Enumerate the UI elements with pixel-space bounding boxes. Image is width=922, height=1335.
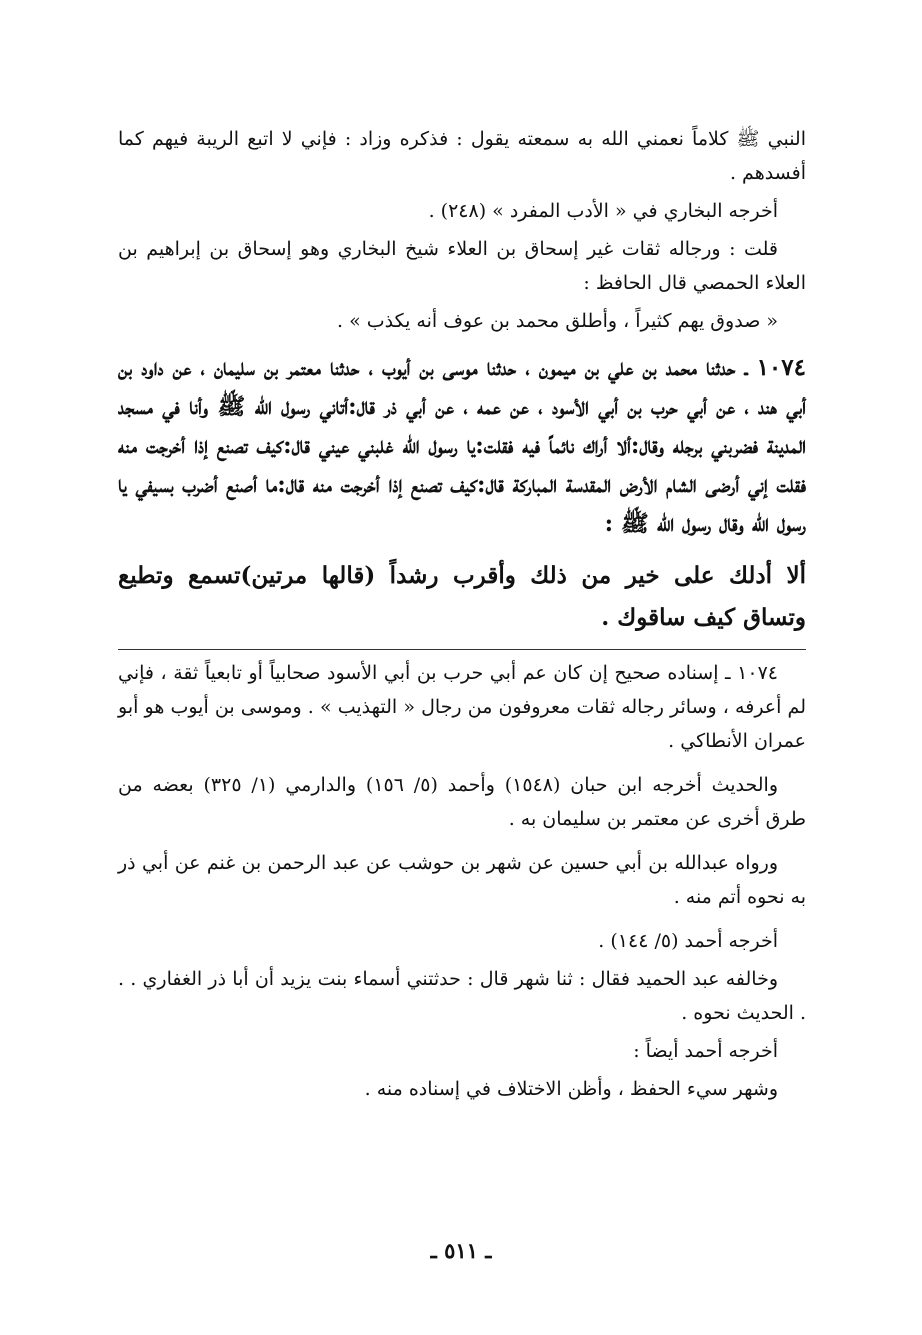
note-paragraph: ١٠٧٤ ـ إسناده صحيح إن كان عم أبي حرب بن أبي الأسود صحابياً أو تابعياً ثقة ، فإني لم أعرفه ، وسائر رجاله ثقات معروفون من رجال « التهذيب » . وموسى بن أيوب هو أبو عمران الأنطاكي . xyxy=(118,662,806,752)
note-paragraph: والحديث أخرجه ابن حبان (١٥٤٨) وأحمد (٥/ ١٥٦) والدارمي (١/ ٣٢٥) بعضه من طرق أخرى عن معتمر بن سليمان به . xyxy=(118,774,806,830)
note-paragraph: أخرجه أحمد أيضاً : xyxy=(633,1040,778,1062)
page-number: ـ ٥١١ ـ xyxy=(430,1238,492,1263)
section-divider xyxy=(118,649,806,650)
page-body xyxy=(118,122,806,1106)
text-paragraph: النبي ﷺ كلاماً نعمني الله به سمعته يقول : فذكره وزاد : فإني لا اتبع الريبة فيهم كما أفسدهم . xyxy=(118,128,806,184)
hadith-text: ١٠٧٤ ـ حدثنا محمد بن علي بن ميمون ، حدثنا موسى بن أيوب ، حدثنا معتمر بن سليمان ، عن داود بن أبي هند ، عن أبي حرب بن أبي الأسود ، عن عمه ، عن أبي ذر قال:أتاني رسول الله ﷺ وأنا في مسجد المدينة فضربني برجله وقال:ألا أراك نائماً فيه فقلت:يا رسول الله غلبني عيني قال:كيف تصنع إذا أخرجت منه فقلت إني أرضى الشام الأرض المقدسة المباركة قال:كيف تصنع إذا أخرجت منه قال:ما أصنع أضرب بسيفي يا رسول الله وقال رسول الله ﷺ : xyxy=(118,354,806,537)
quote-paragraph: « صدوق يهم كثيراً ، وأطلق محمد بن عوف أنه يكذب » . xyxy=(337,310,778,332)
commentary-paragraph: قلت : ورجاله ثقات غير إسحاق بن العلاء شيخ البخاري وهو إسحاق بن إبراهيم بن العلاء الحمصي قال الحافظ : xyxy=(118,238,806,294)
source-paragraph: أخرجه البخاري في « الأدب المفرد » (٢٤٨) . xyxy=(428,200,778,222)
note-paragraph: وشهر سيء الحفظ ، وأظن الاختلاف في إسناده منه . xyxy=(364,1078,778,1100)
note-paragraph: ورواه عبدالله بن أبي حسين عن شهر بن حوشب عن عبد الرحمن بن غنم عن أبي ذر به نحوه أتم منه . xyxy=(118,852,806,908)
note-paragraph: أخرجه أحمد (٥/ ١٤٤) . xyxy=(598,930,778,952)
note-paragraph: وخالفه عبد الحميد فقال : ثنا شهر قال : حدثتني أسماء بنت يزيد أن أبا ذر الغفاري . . . الحديث نحوه . xyxy=(118,968,806,1024)
hadith-ending: ألا أدلك على خير من ذلك وأقرب رشداً (قالها مرتين)تسمع وتطيع وتساق كيف ساقوك . xyxy=(118,562,806,631)
